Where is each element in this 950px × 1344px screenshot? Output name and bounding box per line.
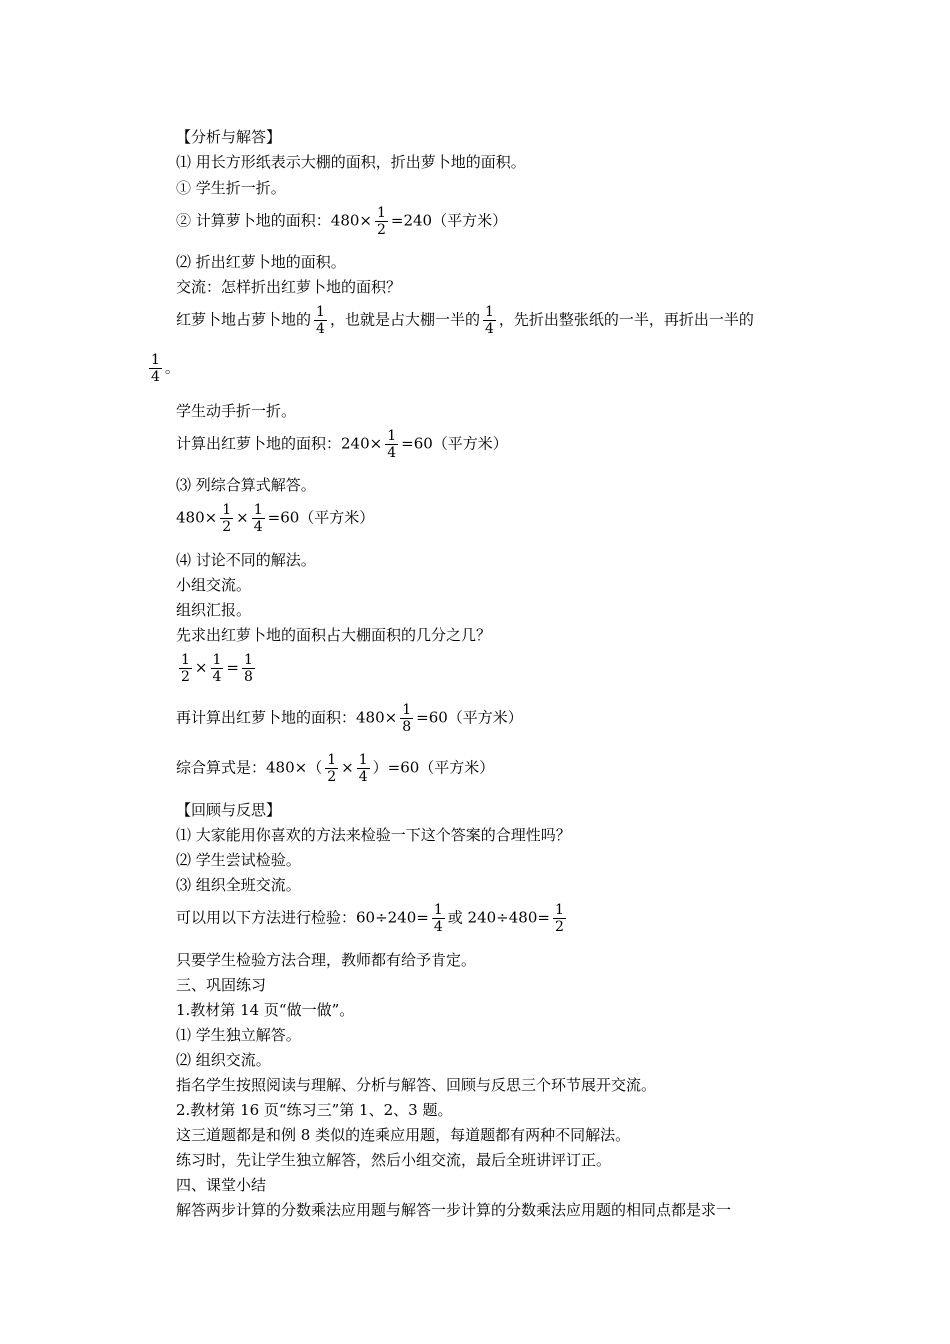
text-line	[176, 1050, 271, 1070]
fraction: $\frac{1}{8}$	[402, 702, 412, 735]
text: 组织汇报。	[176, 601, 252, 619]
text: ⑴ 用长方形纸表示大棚的面积，折出萝卜地的面积。	[176, 153, 526, 171]
text-line	[176, 575, 251, 595]
formula-line	[176, 752, 494, 785]
text-line	[176, 1000, 354, 1020]
fraction: $\frac{1}{8}$	[244, 652, 253, 685]
text: ×	[341, 758, 354, 777]
text-line	[176, 1075, 656, 1095]
text: =60（平方米）	[267, 508, 375, 527]
text: =	[226, 658, 239, 677]
fraction: $\frac{1}{4}$	[316, 304, 325, 337]
formula-line	[176, 502, 374, 535]
text: 或 240÷480=	[447, 908, 550, 927]
text-line	[176, 625, 491, 645]
text: ⑶ 列综合算式解答。	[176, 476, 316, 494]
section-heading-summary	[176, 1175, 266, 1195]
text: ⑴ 学生独立解答。	[176, 1026, 301, 1044]
text: ，也就是占大棚一半的	[329, 310, 480, 329]
text: ×	[194, 658, 208, 677]
formula-line	[176, 702, 523, 735]
text: 1.教材第 14 页“做一做”。	[176, 1001, 355, 1019]
text-line	[176, 825, 571, 845]
text-line	[176, 475, 316, 495]
text-line	[176, 550, 316, 570]
text-line	[176, 950, 476, 970]
text-line	[176, 1200, 731, 1220]
text: 480×	[176, 508, 218, 527]
text: 综合算式是：480×（	[176, 758, 323, 777]
formula-line	[176, 304, 754, 337]
text: ×	[236, 508, 249, 527]
section-heading-review	[176, 800, 281, 820]
fraction: $\frac{1}{4}$	[151, 352, 160, 385]
section-heading-analysis	[176, 127, 281, 147]
fraction: $\frac{1}{2}$	[222, 502, 232, 535]
text: ① 学生折一折。	[176, 179, 286, 197]
text-line	[176, 600, 251, 620]
fraction: $\frac{1}{2}$	[327, 752, 337, 785]
formula-line	[146, 352, 180, 385]
text: 2.教材第 16 页“练习三”第 1、2、3 题。	[176, 1101, 453, 1119]
text-line	[176, 1125, 630, 1145]
text: 小组交流。	[176, 576, 252, 594]
text: ，先折出整张纸的一半，再折出一半的	[498, 310, 754, 329]
text: 四、课堂小结	[176, 1176, 267, 1194]
text: ② 计算萝卜地的面积：480×	[176, 211, 372, 230]
section-heading-practice	[176, 975, 266, 995]
fraction: $\frac{1}{4}$	[484, 304, 494, 337]
text: 先求出红萝卜地的面积占大棚面积的几分之几？	[176, 626, 492, 644]
text-line	[176, 1025, 301, 1045]
text: =60（平方米）	[416, 708, 523, 727]
text: ⑵ 折出红萝卜地的面积。	[176, 253, 346, 271]
text: 学生动手折一折。	[176, 402, 297, 420]
text: 。	[164, 358, 180, 377]
text: 再计算出红萝卜地的面积：480×	[176, 708, 398, 727]
text: ⑴ 大家能用你喜欢的方法来检验一下这个答案的合理性吗？	[176, 826, 571, 844]
fraction: $\frac{1}{4}$	[212, 652, 222, 685]
text-line	[176, 277, 401, 297]
fraction: $\frac{1}{2}$	[181, 652, 190, 685]
fraction: $\frac{1}{4}$	[433, 902, 443, 935]
formula-line	[176, 902, 569, 935]
text: 【回顾与反思】	[176, 801, 282, 819]
text-line	[176, 401, 296, 421]
text: 【分析与解答】	[176, 128, 282, 146]
text-line	[176, 875, 301, 895]
text: ⑵ 学生尝试检验。	[176, 851, 301, 869]
text-line	[176, 178, 286, 198]
text: 指名学生按照阅读与理解、分析与解答、回顾与反思三个环节展开交流。	[176, 1076, 657, 1094]
text-line	[176, 1100, 452, 1120]
fraction: $\frac{1}{4}$	[358, 752, 368, 785]
text: 只要学生检验方法合理，教师都有给予肯定。	[176, 951, 477, 969]
text: 练习时，先让学生独立解答，然后小组交流，最后全班讲评订正。	[176, 1151, 612, 1169]
text: 解答两步计算的分数乘法应用题与解答一步计算的分数乘法应用题的相同点都是求一	[176, 1201, 732, 1219]
text: ⑶ 组织全班交流。	[176, 876, 301, 894]
text: 交流：怎样折出红萝卜地的面积？	[176, 278, 402, 296]
formula-line	[176, 205, 507, 238]
text: 计算出红萝卜地的面积：240×	[176, 434, 383, 453]
text-line	[176, 850, 301, 870]
fraction: $\frac{1}{4}$	[253, 502, 263, 535]
text: 这三道题都是和例 8 类似的连乘应用题，每道题都有两种不同解法。	[176, 1126, 631, 1144]
fraction: $\frac{1}{2}$	[554, 902, 564, 935]
text-line	[176, 252, 346, 272]
formula-line	[176, 652, 258, 685]
text: 红萝卜地占萝卜地的	[176, 310, 312, 329]
text-line	[176, 152, 526, 172]
text: ⑷ 讨论不同的解法。	[176, 551, 316, 569]
text: =240（平方米）	[390, 211, 508, 230]
fraction: $\frac{1}{2}$	[376, 205, 386, 238]
text: 可以用以下方法进行检验：60÷240=	[176, 908, 429, 927]
fraction: $\frac{1}{4}$	[387, 428, 397, 461]
text: ⑵ 组织交流。	[176, 1051, 271, 1069]
text: =60（平方米）	[401, 434, 508, 453]
text: ）=60（平方米）	[372, 758, 495, 777]
text: 三、巩固练习	[176, 976, 267, 994]
formula-line	[176, 428, 508, 461]
text-line	[176, 1150, 611, 1170]
